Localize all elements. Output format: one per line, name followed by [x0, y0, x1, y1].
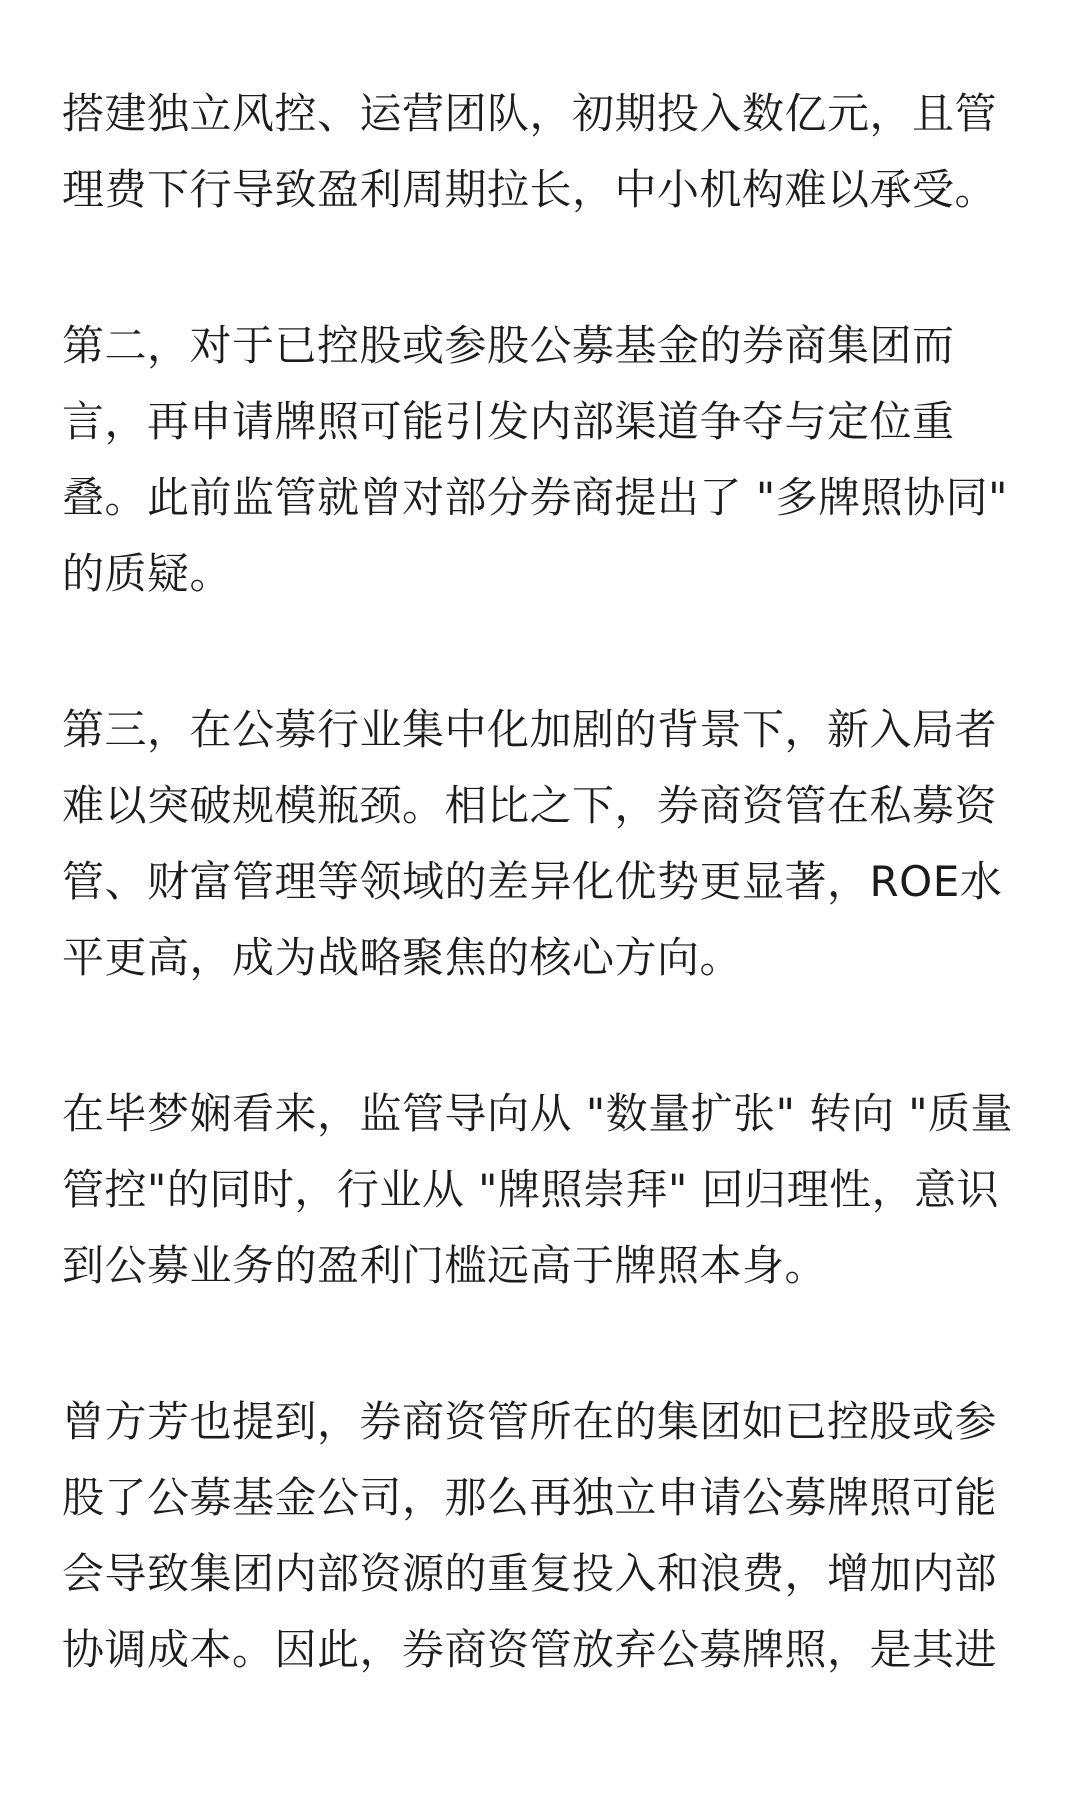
text-line: 股了公募基金公司，那么再独立申请公募牌照可能 — [62, 1473, 998, 1522]
text-line: 管、财富管理等领域的差异化优势更显著，ROE水 — [62, 857, 1003, 906]
text-line: 言，再申请牌照可能引发内部渠道争夺与定位重 — [62, 397, 955, 446]
paragraph-zeng-fangfang — [62, 1384, 1022, 1688]
text-line: 会导致集团内部资源的重复投入和浪费，增加内部 — [62, 1549, 998, 1598]
paragraph-bi-mengxian — [62, 1076, 1022, 1304]
text-line: 的质疑。 — [62, 549, 233, 598]
text-line: 叠。此前监管就曾对部分券商提出了 "多牌照协同" — [62, 473, 1008, 522]
paragraph-cost — [62, 76, 1022, 228]
text-line: 第二，对于已控股或参股公募基金的券商集团而 — [62, 321, 955, 370]
article-body — [62, 76, 1022, 1768]
text-line: 管控"的同时，行业从 "牌照崇拜" 回归理性，意识 — [62, 1165, 1000, 1214]
text-line: 协调成本。因此，券商资管放弃公募牌照，是其进 — [62, 1625, 998, 1674]
text-line: 在毕梦娴看来，监管导向从 "数量扩张" 转向 "质量 — [62, 1089, 1014, 1138]
text-line: 搭建独立风控、运营团队，初期投入数亿元，且管 — [62, 89, 998, 138]
text-line: 理费下行导致盈利周期拉长，中小机构难以承受。 — [62, 165, 998, 214]
text-line: 曾方芳也提到，券商资管所在的集团如已控股或参 — [62, 1397, 998, 1446]
text-line: 到公募业务的盈利门槛远高于牌照本身。 — [62, 1241, 828, 1290]
text-line: 第三，在公募行业集中化加剧的背景下，新入局者 — [62, 705, 998, 754]
text-line: 平更高，成为战略聚焦的核心方向。 — [62, 933, 743, 982]
paragraph-third — [62, 692, 1022, 996]
paragraph-second — [62, 308, 1022, 612]
text-line: 难以突破规模瓶颈。相比之下，券商资管在私募资 — [62, 781, 998, 830]
